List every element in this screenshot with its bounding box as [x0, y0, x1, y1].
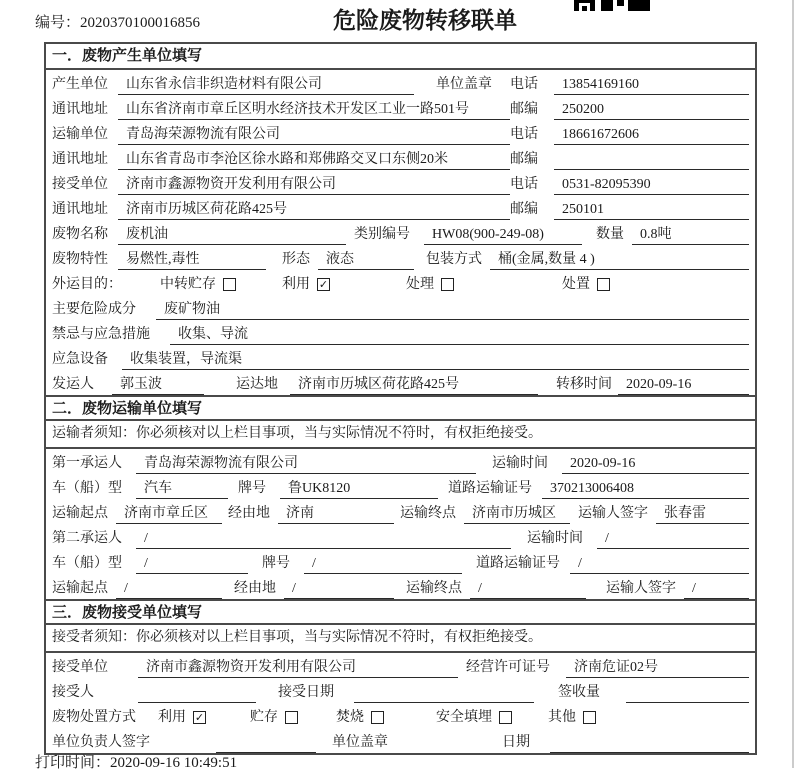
receiver-label: 接受单位: [52, 177, 108, 192]
option-label: 处理: [406, 277, 434, 292]
disposal-option-utilize: [158, 707, 206, 728]
section-producer: [46, 44, 755, 395]
waste-name-label: 废物名称: [52, 227, 108, 242]
vehicle2-value: /: [136, 553, 248, 574]
transport-time-label: 运输时间: [527, 531, 583, 546]
origin1-value: 济南市章丘区: [116, 503, 222, 524]
checkbox-unchecked-icon: [371, 711, 384, 724]
print-time-label: 打印时间：: [35, 755, 111, 771]
license-value: 济南危证02号: [566, 657, 749, 678]
section-transporter-title: 二．废物运输单位填写: [46, 395, 755, 421]
option-label: 其他: [548, 710, 576, 725]
disposal-label: 废物处置方式: [52, 710, 136, 725]
phone-label: 电话: [510, 127, 538, 142]
destination-value: 济南市历城区荷花路425号: [290, 374, 538, 395]
permit1-value: 370213006408: [542, 478, 749, 499]
endpoint2-value: /: [470, 578, 586, 599]
address-label: 通讯地址: [52, 102, 108, 117]
endpoint1-value: 济南市历城区: [464, 503, 570, 524]
vehicle1-value: 汽车: [136, 478, 228, 499]
producer-row: [46, 70, 755, 95]
origin2-value: /: [116, 578, 222, 599]
disposal-option-other: [548, 707, 596, 728]
manager-sign-label: 单位负责人签字: [52, 735, 150, 750]
accept-date-label: 接受日期: [278, 685, 334, 700]
page-edge-line: [792, 0, 794, 768]
characteristics-label: 废物特性: [52, 252, 108, 267]
accept-unit-label: 接受单位: [52, 660, 108, 675]
transporter-label: 运输单位: [52, 127, 108, 142]
checkbox-unchecked-icon: [597, 278, 610, 291]
equipment-value: 收集装置，导流渠: [122, 349, 749, 370]
permit-label: 道路运输证号: [476, 556, 560, 571]
vehicle1-row: [46, 474, 755, 499]
transporter-zip-value: [554, 149, 749, 170]
accept-unit-value: 济南市鑫源物资开发利用有限公司: [138, 657, 458, 678]
precautions-row: [46, 320, 755, 345]
accept-unit-row: [46, 653, 755, 678]
address-label: 通讯地址: [52, 152, 108, 167]
sender-value: 郭玉波: [112, 374, 204, 395]
print-time-value: 2020-09-16 10:49:51: [110, 755, 238, 771]
address-label: 通讯地址: [52, 202, 108, 217]
carrier1-value: 青岛海荣源物流有限公司: [136, 453, 476, 474]
plate-label: 牌号: [262, 556, 290, 571]
waste-name-value: 废机油: [118, 224, 346, 245]
purpose-option-utilize: [282, 274, 330, 295]
category-value: HW08(900-249-08): [424, 224, 582, 245]
permit-label: 道路运输证号: [448, 481, 532, 496]
checkbox-unchecked-icon: [223, 278, 236, 291]
section-receiver: [46, 599, 755, 753]
transporter-value: 青岛海荣源物流有限公司: [118, 124, 510, 145]
receiver-value: 济南市鑫源物资开发利用有限公司: [118, 174, 510, 195]
serial-label: 编号：: [35, 15, 81, 31]
purpose-option-treat: [406, 274, 454, 295]
transporter-address-row: [46, 145, 755, 170]
plate-label: 牌号: [238, 481, 266, 496]
amount-label: 签收量: [558, 685, 600, 700]
endpoint-label: 运输终点: [406, 581, 462, 596]
receiver-address-value: 济南市历城区荷花路425号: [118, 199, 510, 220]
purpose-label: 外运目的：: [52, 277, 122, 292]
option-label: 焚烧: [336, 710, 364, 725]
option-label: 贮存: [250, 710, 278, 725]
precaution-label: 禁忌与应急措施: [52, 327, 150, 342]
receiver-phone-value: 0531-82095390: [554, 174, 749, 195]
precaution-value: 收集、导流: [170, 324, 749, 345]
emergency-equipment-row: [46, 345, 755, 370]
carrier1-row: [46, 449, 755, 474]
checkbox-checked-icon: ✓: [318, 278, 329, 291]
hazard-label: 主要危险成分: [52, 302, 136, 317]
purpose-option-storage: [160, 274, 236, 295]
date-label: 日期: [502, 735, 530, 750]
carrier2-label: 第二承运人: [52, 531, 122, 546]
receiver-address-row: [46, 195, 755, 220]
checkbox-unchecked-icon: [499, 711, 512, 724]
hazard-components-row: [46, 295, 755, 320]
print-time: [35, 751, 237, 772]
disposal-option-landfill: [436, 707, 512, 728]
manifest-form-table: [44, 42, 757, 755]
vehicle2-row: [46, 549, 755, 574]
destination-label: 运达地: [236, 377, 278, 392]
disposal-method-row: [46, 703, 755, 728]
option-label: 利用: [282, 277, 310, 292]
sign-label: 运输人签字: [606, 581, 676, 596]
checkbox-checked-icon: ✓: [194, 711, 205, 724]
equipment-label: 应急设备: [52, 352, 108, 367]
transport-time2-value: /: [597, 528, 749, 549]
vehicle-label: 车（船）型: [52, 481, 122, 496]
form-label: 形态: [282, 252, 310, 267]
producer-phone-value: 13854169160: [554, 74, 749, 95]
route2-row: [46, 574, 755, 599]
via2-value: /: [284, 578, 394, 599]
permit2-value: /: [570, 553, 749, 574]
transporter-phone-value: 18661672606: [554, 124, 749, 145]
checkbox-unchecked-icon: [583, 711, 596, 724]
transport-time1-value: 2020-09-16: [562, 453, 749, 474]
document-header: [0, 0, 796, 42]
section-receiver-title: 三．废物接受单位填写: [46, 599, 755, 625]
characteristics-value: 易燃性,毒性: [118, 249, 266, 270]
checkbox-unchecked-icon: [441, 278, 454, 291]
recipient-label: 接受人: [52, 685, 94, 700]
origin-label: 运输起点: [52, 581, 108, 596]
transporter-row: [46, 120, 755, 145]
producer-zip-value: 250200: [554, 99, 749, 120]
producer-label: 产生单位: [52, 77, 108, 92]
receiver-notice: 接受者须知：你必须核对以上栏目事项，当与实际情况不符时，有权拒绝接受。: [46, 625, 755, 653]
carrier1-label: 第一承运人: [52, 456, 122, 471]
qr-code-fragment-icon: [574, 0, 654, 11]
unit-seal-label: 单位盖章: [332, 735, 388, 750]
carrier2-row: [46, 524, 755, 549]
section-transporter: [46, 395, 755, 599]
quantity-value: 0.8吨: [632, 224, 749, 245]
plate1-value: 鲁UK8120: [280, 478, 438, 499]
option-label: 中转贮存: [160, 277, 216, 292]
quantity-label: 数量: [596, 227, 624, 242]
via-label: 经由地: [228, 506, 270, 521]
endpoint-label: 运输终点: [400, 506, 456, 521]
plate2-value: /: [304, 553, 462, 574]
sign2-value: /: [684, 578, 749, 599]
seal-label: 单位盖章: [436, 77, 492, 92]
producer-address-value: 山东省济南市章丘区明水经济技术开发区工业一路501号: [118, 99, 510, 120]
date-value: [550, 732, 749, 753]
option-label: 处置: [562, 277, 590, 292]
zip-label: 邮编: [510, 202, 538, 217]
section-producer-title: 一．废物产生单位填写: [46, 44, 755, 70]
sign-label: 运输人签字: [578, 506, 648, 521]
transfer-time-label: 转移时间: [556, 377, 612, 392]
option-label: 利用: [158, 710, 186, 725]
serial-value: 2020370100016856: [80, 15, 201, 31]
route1-row: [46, 499, 755, 524]
disposal-option-store: [250, 707, 298, 728]
carrier2-value: /: [136, 528, 511, 549]
packaging-label: 包装方式: [426, 252, 482, 267]
receiver-zip-value: 250101: [554, 199, 749, 220]
purpose-option-dispose: [562, 274, 610, 295]
manager-sign-value: [216, 732, 316, 753]
sender-label: 发运人: [52, 377, 94, 392]
zip-label: 邮编: [510, 102, 538, 117]
transporter-address-value: 山东省青岛市李沧区徐水路和郑佛路交叉口东侧20米: [118, 149, 510, 170]
accept-date-value: [354, 682, 534, 703]
producer-address-row: [46, 95, 755, 120]
waste-characteristics-row: [46, 245, 755, 270]
via-label: 经由地: [234, 581, 276, 596]
transport-purpose-row: [46, 270, 755, 295]
option-label: 安全填埋: [436, 710, 492, 725]
via1-value: 济南: [278, 503, 394, 524]
producer-value: 山东省永信非织造材料有限公司: [118, 74, 414, 95]
waste-name-row: [46, 220, 755, 245]
checkbox-unchecked-icon: [285, 711, 298, 724]
zip-label: 邮编: [510, 152, 538, 167]
license-label: 经营许可证号: [466, 660, 550, 675]
recipient-value: [138, 682, 256, 703]
serial-number: [35, 11, 200, 32]
sender-row: [46, 370, 755, 395]
origin-label: 运输起点: [52, 506, 108, 521]
recipient-row: [46, 678, 755, 703]
phone-label: 电话: [510, 177, 538, 192]
phone-label: 电话: [510, 77, 538, 92]
category-label: 类别编号: [354, 227, 410, 242]
transport-time-label: 运输时间: [492, 456, 548, 471]
form-value: 液态: [318, 249, 414, 270]
disposal-option-incinerate: [336, 707, 384, 728]
manager-sign-row: [46, 728, 755, 753]
sign1-value: 张春雷: [656, 503, 749, 524]
amount-value: [626, 682, 749, 703]
receiver-row: [46, 170, 755, 195]
vehicle-label: 车（船）型: [52, 556, 122, 571]
page-title: 危险废物转移联单: [333, 8, 517, 33]
hazard-value: 废矿物油: [156, 299, 749, 320]
transporter-notice: 运输者须知：你必须核对以上栏目事项，当与实际情况不符时，有权拒绝接受。: [46, 421, 755, 449]
transfer-time-value: 2020-09-16: [618, 374, 749, 395]
packaging-value: 桶(金属,数量 4 ): [490, 249, 749, 270]
